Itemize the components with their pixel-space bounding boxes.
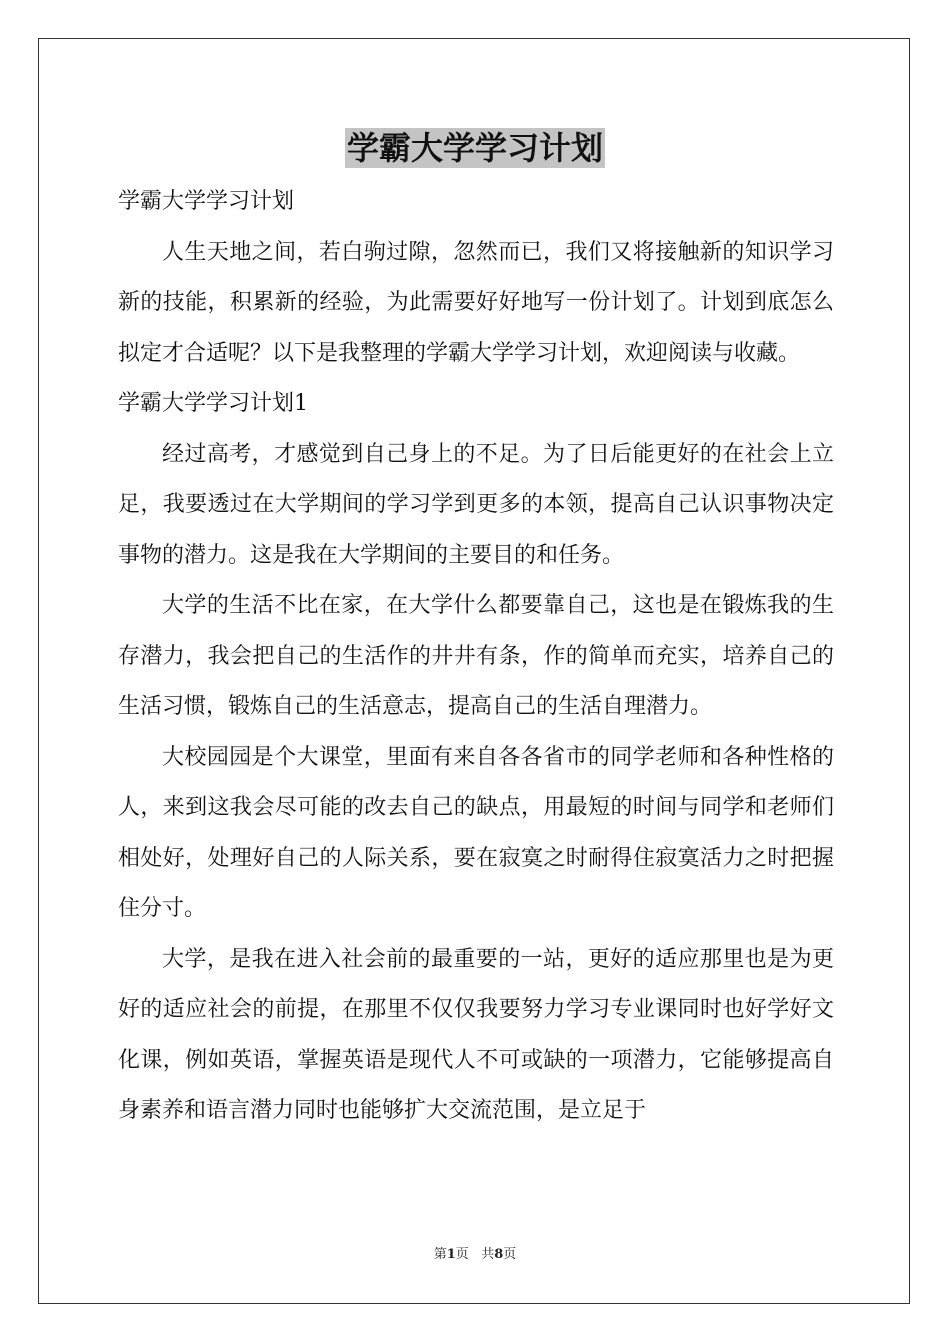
total-pages: 8 bbox=[494, 1247, 504, 1262]
paragraph: 大学的生活不比在家，在大学什么都要靠自己，这也是在锻炼我的生存潜力，我会把自己的生活作的井井有条，作的简单而充实，培养自己的生活习惯，锻炼自己的生活意志，提高自己的生活自理潜力。 bbox=[118, 593, 834, 719]
total-prefix: 共 bbox=[481, 1247, 495, 1262]
paragraph: 人生天地之间，若白驹过隙，忽然而已，我们又将接触新的知识学习新的技能，积累新的经验，为此需要好好地写一份计划了。计划到底怎么拟定才合适呢？以下是我整理的学霸大学学习计划，欢迎阅读与收藏。 bbox=[118, 239, 834, 366]
section-heading: 学霸大学学习计划1 bbox=[118, 391, 308, 416]
document-body bbox=[118, 177, 834, 1137]
paragraph: 经过高考，才感觉到自己身上的不足。为了日后能更好的在社会上立足，我要透过在大学期间的学习学到更多的本领，提高自己认识事物决定事物的潜力。这是我在大学期间的主要目的和任务。 bbox=[118, 441, 834, 568]
page-number: 1 bbox=[446, 1247, 456, 1262]
document-title: 学霸大学学习计划 bbox=[346, 129, 603, 167]
page-suffix: 页 bbox=[455, 1247, 469, 1262]
page-footer bbox=[0, 1246, 950, 1264]
paragraph: 大校园园是个大课堂，里面有来自各各省市的同学老师和各种性格的人，来到这我会尽可能的改去自己的缺点，用最短的时间与同学和老师们相处好，处理好自己的人际关系，要在寂寞之时耐得住寂寞活力之时把握住分寸。 bbox=[118, 744, 834, 921]
section-heading: 学霸大学学习计划 bbox=[118, 189, 295, 214]
title-container bbox=[0, 128, 950, 168]
page-prefix: 第 bbox=[433, 1247, 447, 1262]
total-suffix: 页 bbox=[503, 1247, 517, 1262]
paragraph: 大学，是我在进入社会前的最重要的一站，更好的适应那里也是为更好的适应社会的前提，在那里不仅仅我要努力学习专业课同时也好学好文化课，例如英语，掌握英语是现代人不可或缺的一项潜力，它能够提高自身素养和语言潜力同时也能够扩大交流范围，是立足于 bbox=[118, 946, 834, 1123]
